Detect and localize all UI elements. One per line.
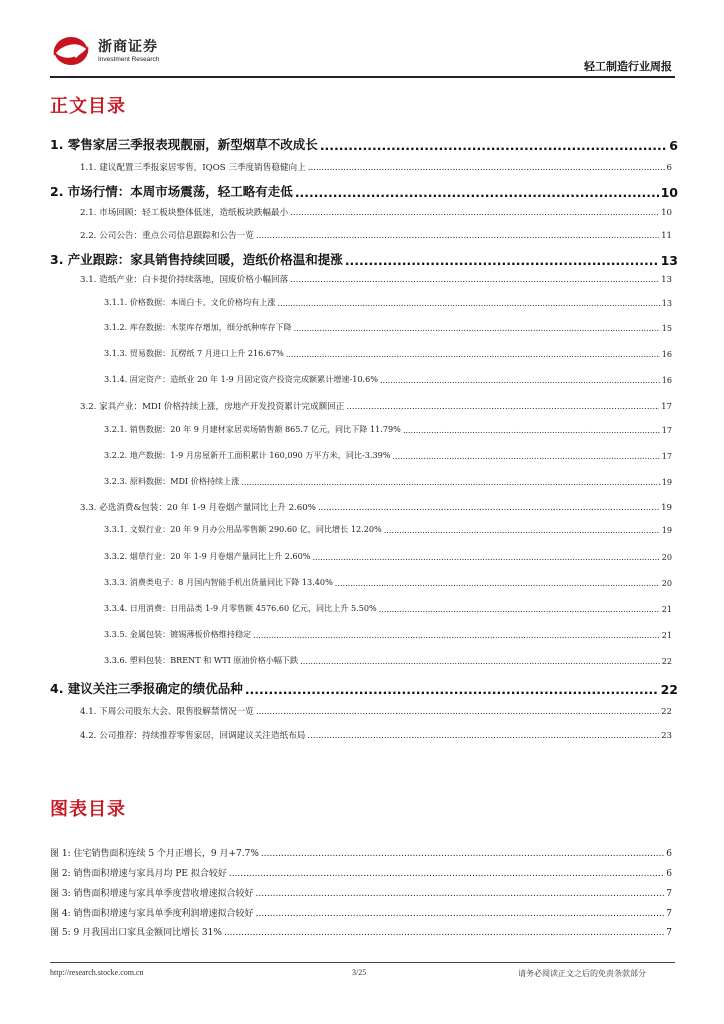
toc-entry[interactable]: 1. 零售家居三季报表现靓丽，新型烟草不改成长 ..... 6 <box>50 135 678 153</box>
toc-entry[interactable]: 3.3.6. 塑料包装：BRENT 和 WTI 原油价格小幅下跌 ..... 22 <box>104 655 672 666</box>
toc-entry[interactable]: 3.2.1. 销售数据：20 年 9 月建材家居卖场销售额 865.7 亿元，同比下降 11.79% ..... 17 <box>104 424 672 435</box>
toc-entry[interactable]: 4.1. 下周公司股东大会、限售股解禁情况一览 ..... 22 <box>80 705 672 717</box>
toc-entry[interactable]: 3.3.5. 金属包装：镀锡薄板价格维持稳定 ..... 21 <box>104 629 672 640</box>
toc-entry[interactable]: 2.2. 公司公告：重点公司信息跟踪和公告一览 ..... 11 <box>80 229 672 241</box>
toc-entry[interactable]: 4. 建议关注三季报确定的绩优品种 ..... 22 <box>50 679 678 697</box>
figure-entry[interactable]: 图 2: 销售面积增速与家具月均 PE 拟合较好 ..... 6 <box>50 866 672 879</box>
toc-entry[interactable]: 3.1. 造纸产业：白卡提价持续落地，国废价格小幅回落 ..... 13 <box>80 273 672 285</box>
page-header <box>50 34 678 74</box>
page-number: 3/25 <box>352 968 367 977</box>
figure-entry[interactable]: 图 4: 销售面积增速与家具单季度利润增速拟合较好 ..... 7 <box>50 906 672 919</box>
toc-entry[interactable]: 3.3.2. 烟草行业：20 年 1-9 月卷烟产量同比上升 2.60% ..... 20 <box>104 551 672 562</box>
toc-entry[interactable]: 3.3.1. 文娱行业：20 年 9 月办公用品零售额 290.60 亿，同比增长 12.20% ..... 19 <box>104 524 672 535</box>
figure-entry[interactable]: 图 5: 9 月我国出口家具金额同比增长 31% ..... 7 <box>50 925 672 938</box>
figures-title: 图表目录 <box>50 799 126 820</box>
figure-entry[interactable]: 图 3: 销售面积增速与家具单季度营收增速拟合较好 ..... 7 <box>50 886 672 899</box>
toc-entry[interactable]: 3.1.3. 贸易数据：瓦楞纸 7 月进口上升 216.67% ..... 16 <box>104 348 672 359</box>
toc-entry[interactable]: 4.2. 公司推荐：持续推荐零售家居，回调建议关注造纸布局 ..... 23 <box>80 729 672 741</box>
toc-entry[interactable]: 3.2.2. 地产数据：1-9 月房屋新开工面积累计 160,090 万平方米，同比-3.39% ..... 17 <box>104 450 672 461</box>
toc-entry[interactable]: 3.3.3. 消费类电子：8 月国内智能手机出货量同比下降 13.40% ..... 20 <box>104 577 672 588</box>
toc-entry[interactable]: 3.1.2. 库存数据：木浆库存增加，细分纸种库存下降 ..... 15 <box>104 322 672 333</box>
figure-entry[interactable]: 图 1: 住宅销售面积连续 5 个月正增长，9 月+7.7% ..... 6 <box>50 846 672 859</box>
toc-entry[interactable]: 1.1. 建议配置三季报家居零售，IQOS 三季度销售稳健向上 ..... 6 <box>80 161 672 173</box>
disclaimer-note: 请务必阅读正文之后的免责条款部分 <box>518 969 646 978</box>
toc-entry[interactable]: 3. 产业跟踪：家具销售持续回暖，造纸价格温和提涨 ..... 13 <box>50 250 678 268</box>
toc-entry[interactable]: 2.1. 市场回顾：轻工板块整体低迷，造纸板块跌幅最小 ..... 10 <box>80 206 672 218</box>
toc-entry[interactable]: 3.3.4. 日用消费：日用品类 1-9 月零售额 4576.60 亿元，同比上升 5.50% ..... 21 <box>104 603 672 614</box>
toc-entry[interactable]: 3.2.3. 原料数据：MDI 价格持续上涨 ..... 19 <box>104 476 672 487</box>
header-divider <box>50 76 675 78</box>
toc-entry[interactable]: 2. 市场行情：本周市场震荡，轻工略有走低 ..... 10 <box>50 182 678 200</box>
toc-title: 正文目录 <box>50 96 126 117</box>
report-type: 轻工制造行业周报 <box>584 60 672 73</box>
footer-divider <box>50 962 675 963</box>
toc-entry[interactable]: 3.2. 家具产业：MDI 价格持续上涨，房地产开发投资累计完成额回正 ..... 17 <box>80 400 672 412</box>
brand-name: 浙商证券 <box>98 39 158 55</box>
footer-url[interactable]: http://research.stocke.com.cn <box>50 968 144 977</box>
stockes-logo-icon <box>50 34 92 68</box>
toc-entry[interactable]: 3.3. 必选消费&包装：20 年 1-9 月卷烟产量同比上升 2.60% ..... 19 <box>80 501 672 513</box>
toc-entry[interactable]: 3.1.4. 固定资产：造纸业 20 年 1-9 月固定资产投资完成额累计增速-10.6% ..... 16 <box>104 374 672 385</box>
toc-entry[interactable]: 3.1.1. 价格数据：本周白卡、文化价格均有上涨 ..... 13 <box>104 297 672 308</box>
brand-subtitle: Investment Research <box>98 56 160 63</box>
